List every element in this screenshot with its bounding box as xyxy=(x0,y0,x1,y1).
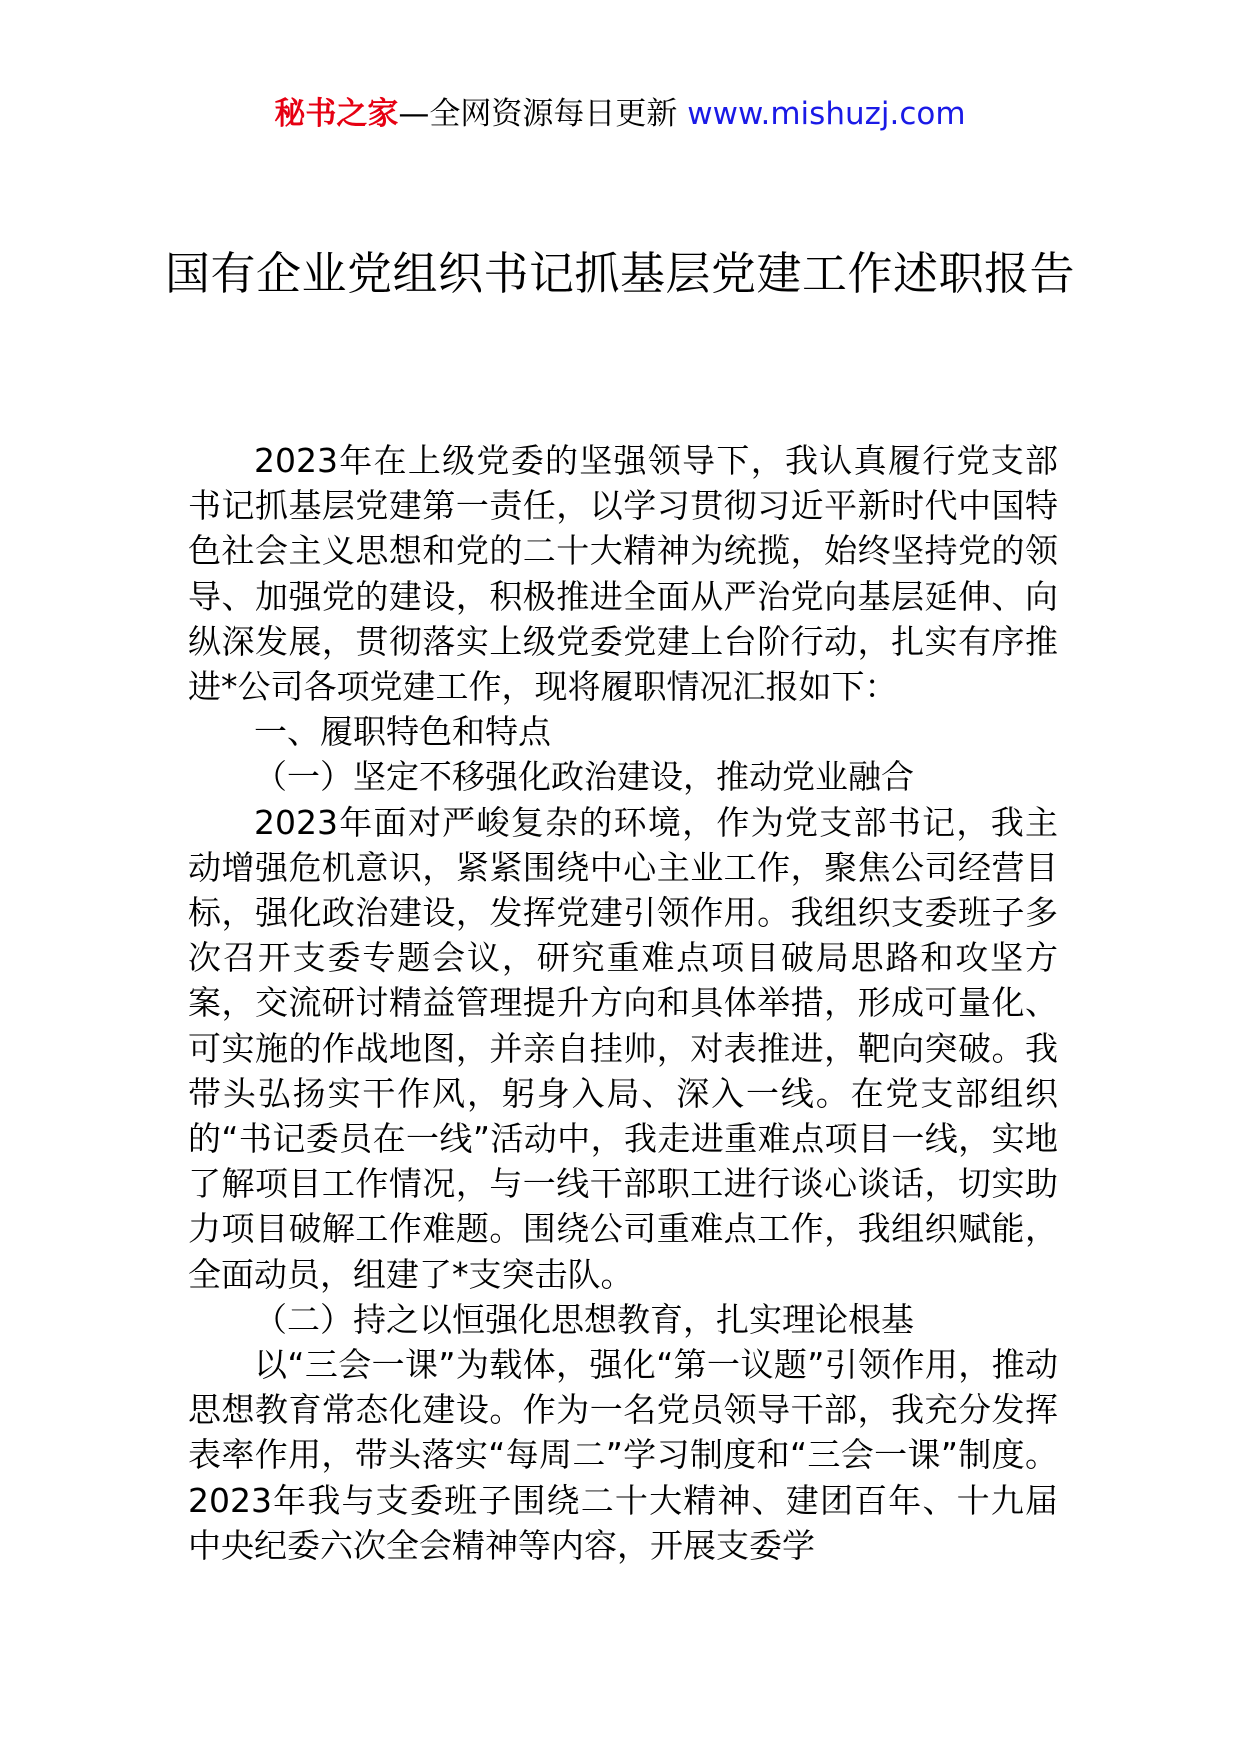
site-banner xyxy=(0,94,1240,134)
brand-name: 秘书之家 xyxy=(274,96,399,132)
banner-tagline: —全网资源每日更新 xyxy=(398,96,678,132)
body-paragraph-1: 2023年面对严峻复杂的环境，作为党支部书记，我主动增强危机意识，紧紧围绕中心主业工作，聚焦公司经营目标，强化政治建设，发挥党建引领作用。我组织支委班子多次召开支委专题会议，研究重难点项目破局思路和攻坚方案，交流研讨精益管理提升方向和具体举措，形成可量化、可实施的作战地图，并亲自挂帅，对表推进，靶向突破。我带头弘扬实干作风，躬身入局、深入一线。在党支部组织的“书记委员在一线”活动中，我走进重难点项目一线，实地了解项目工作情况，与一线干部职工进行谈心谈话，切实助力项目破解工作难题。围绕公司重难点工作，我组织赋能，全面动员，组建了*支突击队。 xyxy=(188,802,1058,1294)
intro-paragraph: 2023年在上级党委的坚强领导下，我认真履行党支部书记抓基层党建第一责任，以学习贯彻习近平新时代中国特色社会主义思想和党的二十大精神为统揽，始终坚持党的领导、加强党的建设，积极推进全面从严治党向基层延伸、向纵深发展，贯彻落实上级党委党建上台阶行动，扎实有序推进*公司各项党建工作，现将履职情况汇报如下： xyxy=(188,441,1058,707)
subsection-heading-2: （二）持之以恒强化思想教育，扎实理论根基 xyxy=(254,1299,914,1339)
document-body xyxy=(188,438,1058,1568)
subsection-heading-1: （一）坚定不移强化政治建设，推动党业融合 xyxy=(254,757,914,797)
body-paragraph-2: 以“三会一课”为载体，强化“第一议题”引领作用，推动思想教育常态化建设。作为一名党员领导干部，我充分发挥表率作用，带头落实“每周二”学习制度和“三会一课”制度。2023年我与支委班子围绕二十大精神、建团百年、十九届中央纪委六次全会精神等内容，开展支委学 xyxy=(188,1345,1058,1565)
document-title: 国有企业党组织书记抓基层党建工作述职报告 xyxy=(164,247,1075,300)
site-url-link[interactable]: www.mishuzj.com xyxy=(687,96,966,132)
section-heading: 一、履职特色和特点 xyxy=(254,712,551,752)
